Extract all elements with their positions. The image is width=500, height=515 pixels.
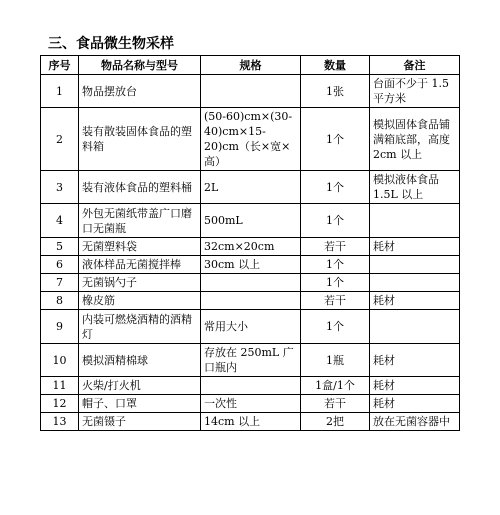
cell-no: 6 xyxy=(41,256,79,274)
cell-name: 物品摆放台 xyxy=(79,75,201,108)
cell-qty: 若干 xyxy=(301,238,370,256)
cell-note xyxy=(370,310,460,344)
cell-qty: 1个 xyxy=(301,310,370,344)
cell-no: 1 xyxy=(41,75,79,108)
table-row xyxy=(41,310,460,344)
cell-no: 8 xyxy=(41,292,79,310)
cell-spec: 32cm×20cm xyxy=(201,238,301,256)
cell-note xyxy=(370,256,460,274)
cell-qty: 1个 xyxy=(301,256,370,274)
table-row xyxy=(41,413,460,431)
cell-qty: 1个 xyxy=(301,108,370,171)
cell-qty: 若干 xyxy=(301,292,370,310)
cell-no: 5 xyxy=(41,238,79,256)
cell-spec: 2L xyxy=(201,171,301,204)
cell-no: 12 xyxy=(41,395,79,413)
table-row xyxy=(41,292,460,310)
cell-note: 台面不少于 1.5 平方米 xyxy=(370,75,460,108)
cell-qty: 1盒/1个 xyxy=(301,377,370,395)
cell-no: 13 xyxy=(41,413,79,431)
table-row xyxy=(41,395,460,413)
table-row xyxy=(41,171,460,204)
table-row xyxy=(41,75,460,108)
table-row xyxy=(41,256,460,274)
cell-note: 模拟液体食品 1.5L 以上 xyxy=(370,171,460,204)
cell-note: 耗材 xyxy=(370,395,460,413)
cell-note xyxy=(370,274,460,292)
cell-spec xyxy=(201,377,301,395)
cell-spec: 存放在 250mL 广口瓶内 xyxy=(201,344,301,377)
cell-note xyxy=(370,204,460,238)
cell-note: 放在无菌容器中 xyxy=(370,413,460,431)
cell-note: 模拟固体食品铺满箱底部，高度 2cm 以上 xyxy=(370,108,460,171)
table-row xyxy=(41,344,460,377)
cell-spec: 常用大小 xyxy=(201,310,301,344)
header-name: 物品名称与型号 xyxy=(79,56,201,75)
cell-name: 无菌锅勺子 xyxy=(79,274,201,292)
cell-spec: 14cm 以上 xyxy=(201,413,301,431)
cell-qty: 1个 xyxy=(301,274,370,292)
cell-spec: 30cm 以上 xyxy=(201,256,301,274)
cell-qty: 若干 xyxy=(301,395,370,413)
cell-name: 液体样品无菌搅拌棒 xyxy=(79,256,201,274)
cell-note: 耗材 xyxy=(370,238,460,256)
cell-no: 7 xyxy=(41,274,79,292)
cell-no: 3 xyxy=(41,171,79,204)
cell-no: 9 xyxy=(41,310,79,344)
cell-name: 帽子、口罩 xyxy=(79,395,201,413)
cell-spec: 一次性 xyxy=(201,395,301,413)
table-row xyxy=(41,274,460,292)
cell-qty: 1个 xyxy=(301,204,370,238)
header-qty: 数量 xyxy=(301,56,370,75)
cell-name: 模拟酒精棉球 xyxy=(79,344,201,377)
cell-note: 耗材 xyxy=(370,344,460,377)
cell-qty: 1瓶 xyxy=(301,344,370,377)
cell-name: 装有散装固体食品的塑料箱 xyxy=(79,108,201,171)
cell-name: 无菌塑料袋 xyxy=(79,238,201,256)
header-note: 备注 xyxy=(370,56,460,75)
cell-qty: 1个 xyxy=(301,171,370,204)
header-spec: 规格 xyxy=(201,56,301,75)
cell-spec xyxy=(201,292,301,310)
cell-spec: 500mL xyxy=(201,204,301,238)
cell-note: 耗材 xyxy=(370,377,460,395)
table-row xyxy=(41,238,460,256)
cell-note: 耗材 xyxy=(370,292,460,310)
equipment-table xyxy=(40,55,460,431)
cell-name: 火柴/打火机 xyxy=(79,377,201,395)
cell-qty: 1张 xyxy=(301,75,370,108)
cell-name: 无菌镊子 xyxy=(79,413,201,431)
cell-spec xyxy=(201,75,301,108)
header-no: 序号 xyxy=(41,56,79,75)
table-row xyxy=(41,108,460,171)
cell-no: 2 xyxy=(41,108,79,171)
cell-name: 外包无菌纸带盖广口磨口无菌瓶 xyxy=(79,204,201,238)
cell-name: 橡皮筋 xyxy=(79,292,201,310)
table-row xyxy=(41,377,460,395)
cell-name: 装有液体食品的塑料桶 xyxy=(79,171,201,204)
cell-name: 内装可燃烧酒精的酒精灯 xyxy=(79,310,201,344)
cell-spec xyxy=(201,274,301,292)
cell-qty: 2把 xyxy=(301,413,370,431)
table-header-row xyxy=(41,56,460,75)
cell-no: 4 xyxy=(41,204,79,238)
section-title: 三、食品微生物采样 xyxy=(48,36,174,52)
cell-spec: (50-60)cm×(30-40)cm×15-20)cm（长×宽×高） xyxy=(201,108,301,171)
cell-no: 10 xyxy=(41,344,79,377)
table-row xyxy=(41,204,460,238)
cell-no: 11 xyxy=(41,377,79,395)
